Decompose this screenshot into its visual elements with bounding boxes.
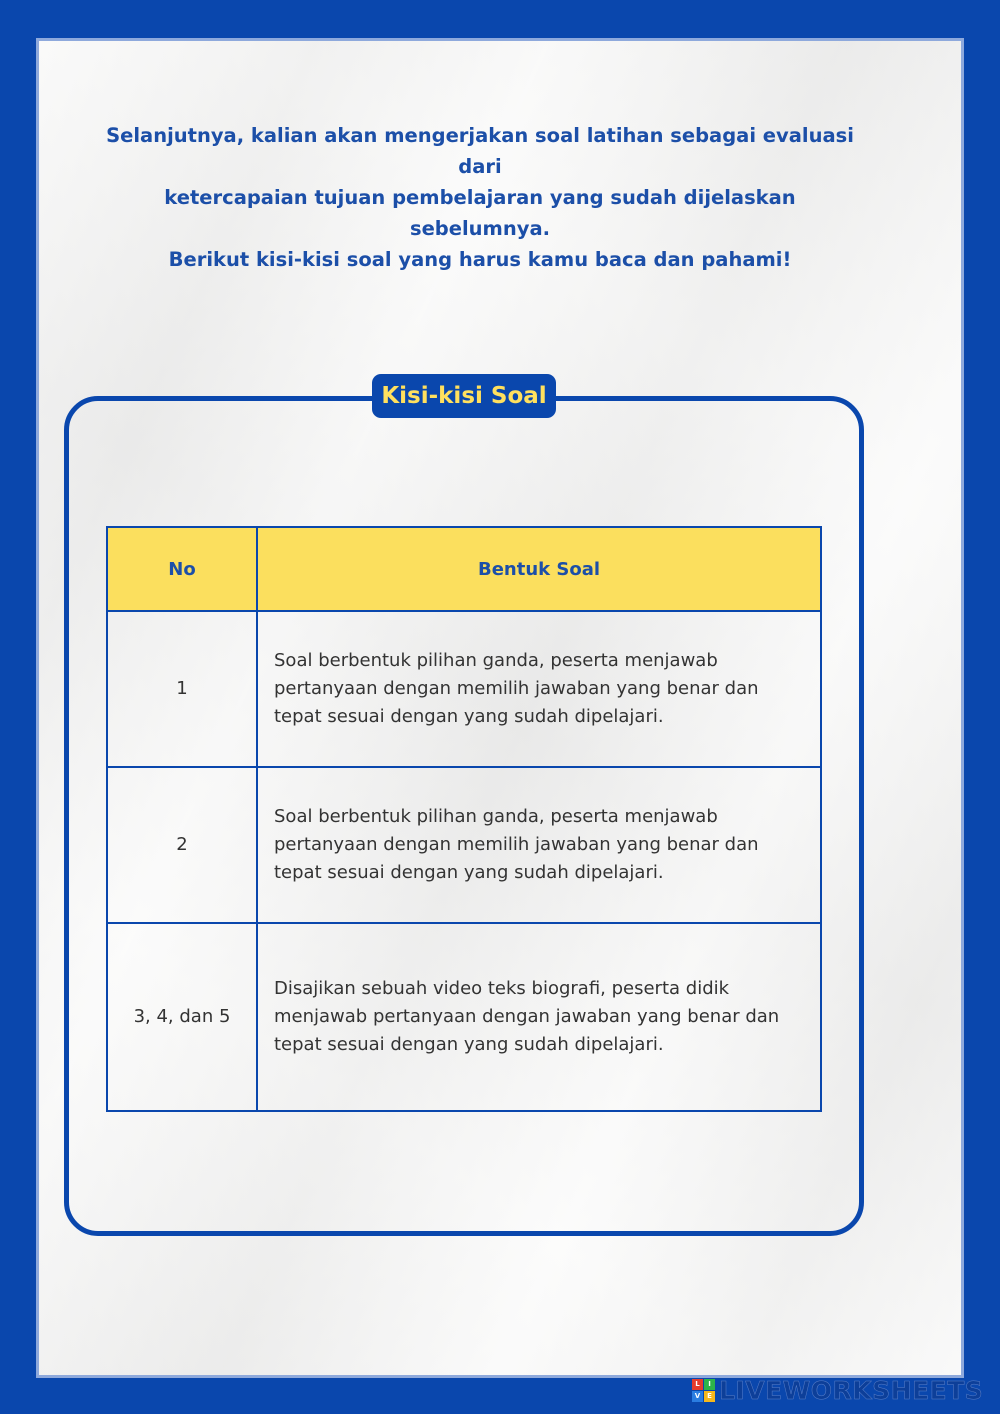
row-description: Soal berbentuk pilihan ganda, peserta menjawab pertanyaan dengan memilih jawaban yang benar dan tepat sesuai dengan yang sudah dipelajari. [257,767,821,923]
row-number: 3, 4, dan 5 [107,923,257,1111]
row-number: 2 [107,767,257,923]
header-no: No [107,527,257,611]
table-row [107,611,821,767]
intro-line-1: Selanjutnya, kalian akan mengerjakan soal latihan sebagai evaluasi dari [106,124,854,178]
intro-line-3: Berikut kisi-kisi soal yang harus kamu baca dan pahami! [168,248,792,271]
intro-line-2: ketercapaian tujuan pembelajaran yang sudah dijelaskan sebelumnya. [164,186,796,240]
row-description: Soal berbentuk pilihan ganda, peserta menjawab pertanyaan dengan memilih jawaban yang benar dan tepat sesuai dengan yang sudah dipelajari. [257,611,821,767]
liveworksheets-logo-icon [692,1379,715,1402]
table-row [107,767,821,923]
header-bentuk-soal: Bentuk Soal [257,527,821,611]
section-title: Kisi-kisi Soal [381,383,547,409]
logo-tile: V [692,1391,703,1402]
question-grid-table [106,526,822,1112]
row-description: Disajikan sebuah video teks biografi, peserta didik menjawab pertanyaan dengan jawaban yang benar dan tepat sesuai dengan yang sudah dipelajari. [257,923,821,1111]
logo-tile: E [704,1391,715,1402]
logo-tile: L [692,1379,703,1390]
liveworksheets-watermark[interactable] [692,1377,983,1403]
logo-tile: I [704,1379,715,1390]
brand-name: LIVEWORKSHEETS [719,1375,984,1405]
row-number: 1 [107,611,257,767]
table-row [107,923,821,1111]
section-badge [372,374,556,418]
intro-paragraph [100,120,860,275]
table-header-row [107,527,821,611]
